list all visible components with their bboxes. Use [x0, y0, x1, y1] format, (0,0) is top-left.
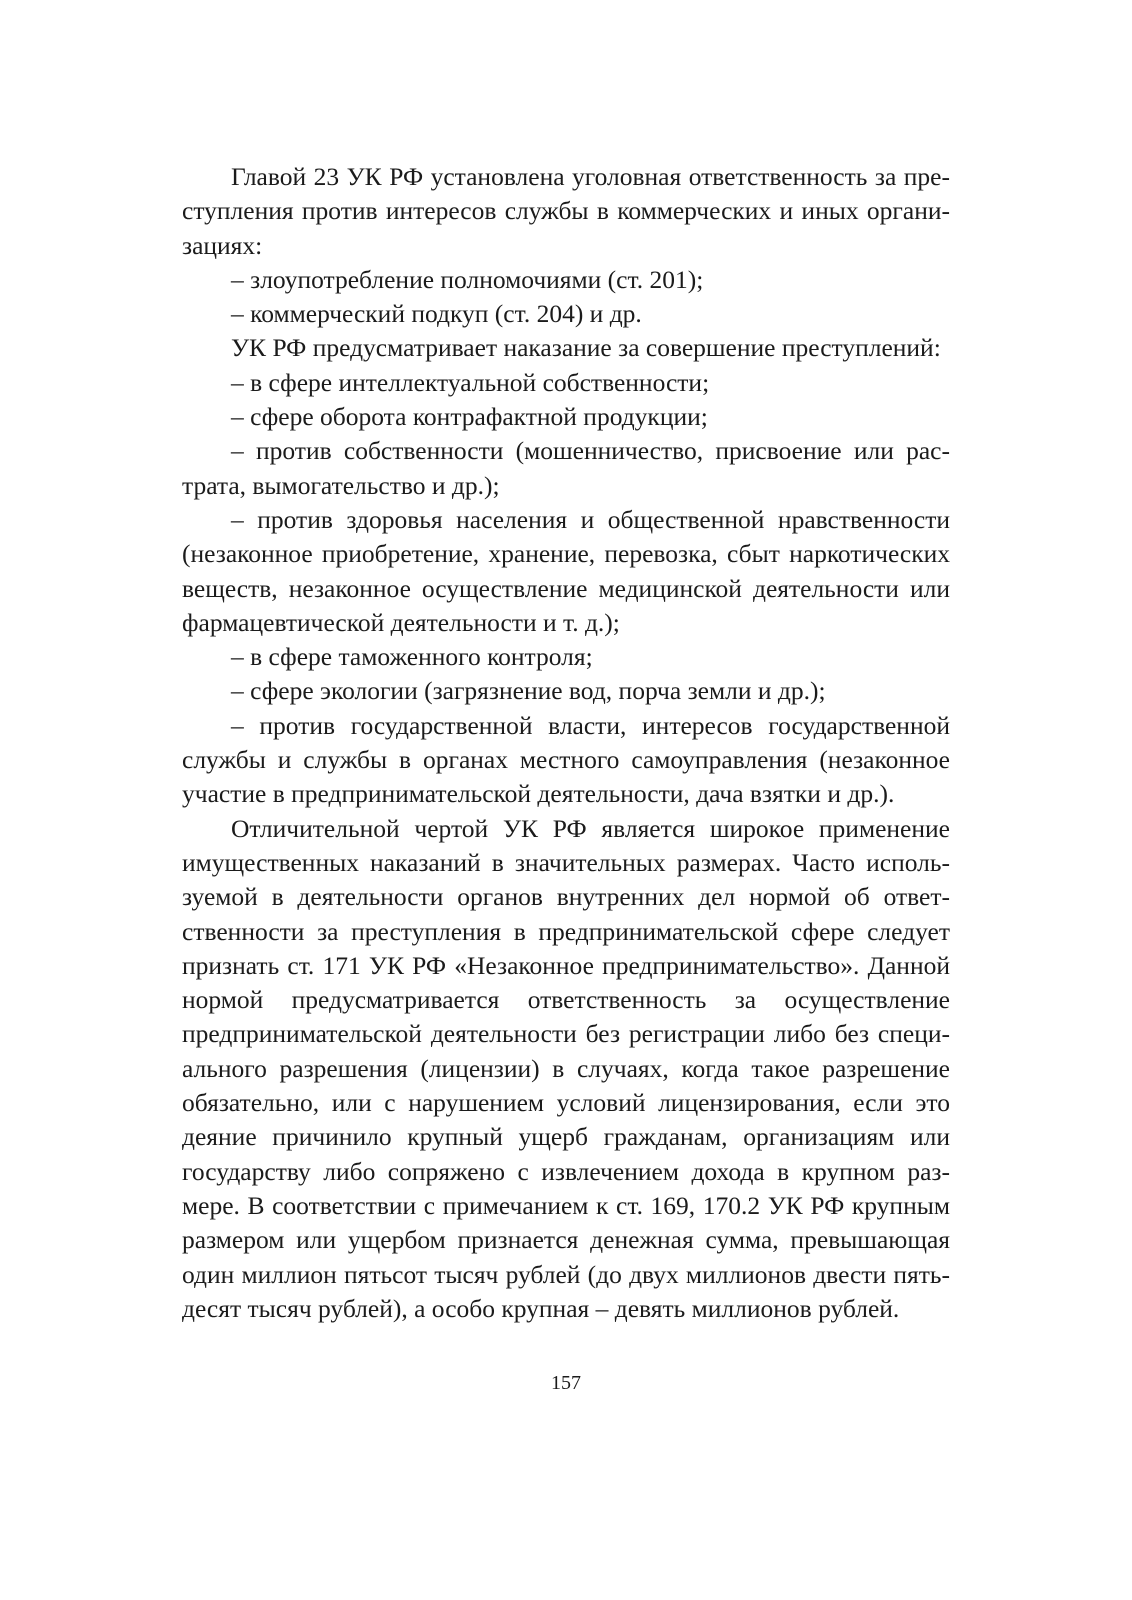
list-item-counterfeit: – сфере оборота контрафактной продукции; — [231, 402, 708, 432]
list-item-ecology: – сфере экологии (загрязнение вод, порча земли и др.); — [231, 676, 826, 706]
list-item-commercial-bribery: – коммерческий подкуп (ст. 204) и др. — [231, 299, 642, 329]
list-item-state-power: – против государственной власти, интересов государственной службы и службы в органах местного самоуправления (незаконное участие в предпринимательской деятельности, дача взятки и др.). — [182, 710, 950, 809]
page-number: 157 — [551, 1372, 581, 1394]
list-item-public-health: – против здоровья населения и общественной нравственности (незаконное приобретение, хранение, перевозка, сбыт наркотических веществ, незаконное осуществление медицинской деятельности или фармацевтической деятельности и т. д.); — [182, 504, 950, 637]
list-item-abuse-of-authority: – злоупотребление полномочиями (ст. 201); — [231, 264, 704, 294]
list-item-customs: – в сфере таможенного контроля; — [231, 642, 593, 672]
list-item-intellectual-property: – в сфере интеллектуальной собственности; — [231, 367, 710, 397]
paragraph-intro: Главой 23 УК РФ установлена уголовная ответственность за преступления против интересов службы в коммерческих и иных организациях: — [182, 162, 950, 260]
paragraph-distinctive-feature: Отличительной чертой УК РФ является широкое применение имущественных наказаний в значительных размерах. Часто используемой в деятельности органов внутренних дел нормой об ответственности за преступления в предпринимательской сфере следует признать ст. 171 УК РФ «Незаконное предпринимательство». Данной нормой предусматривается ответственность за осуществление предпринимательской деятельности без регистрации либо без специального разрешения (лицензии) в случаях, когда такое разрешение обязательно, или с нарушением условий лицензирования, если это деяние причинило крупный ущерб гражданам, организациям или государству либо сопряжено с извлечением дохода в крупном размере. В соответствии с примечанием к ст. 169, 170.2 УК РФ крупным размером или ущербом признается денежная сумма, превышающая один миллион пятьсот тысяч рублей (до двух миллионов двести пятьдесят тысяч рублей), а особо крупная – девять миллионов рублей. — [182, 813, 950, 1323]
body-text — [182, 160, 950, 1326]
list-item-property: – против собственности (мошенничество, присвоение или растрата, вымогательство и др.); — [182, 436, 950, 500]
paragraph-punishment-intro: УК РФ предусматривает наказание за совершение преступлений: — [231, 333, 941, 363]
